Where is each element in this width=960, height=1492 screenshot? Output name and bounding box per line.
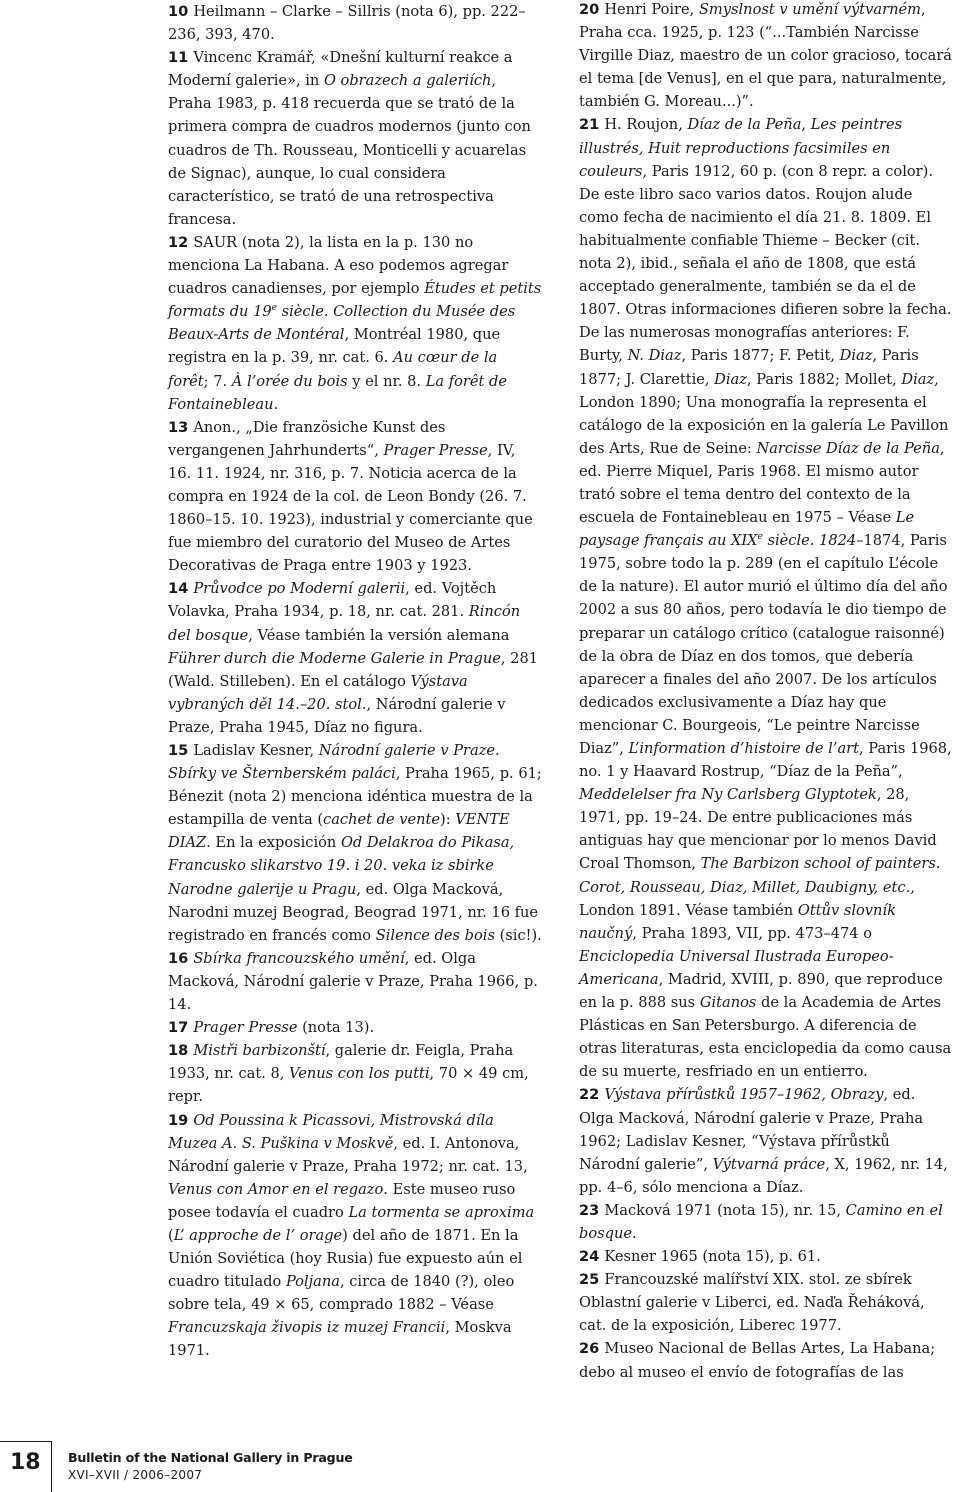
footnote-text: Výstava přírůstků 1957–1962, Obrazy, ed. Olga Macková, Národní galerie v Praze, Praha 1962; Ladislav Kesner, “Výstava přírůstků Národní galerie”, Výtvarná práce, X, 1962, nr. 14, pp. 4–6, sólo menciona a Díaz. (579, 1086, 948, 1196)
footnote-number: 20 (579, 1, 600, 18)
footnote-number: 15 (168, 742, 189, 759)
footnote-text: Průvodce po Moderní galerii, ed. Vojtěch Volavka, Praha 1934, p. 18, nr. cat. 281. Rincón del bosque, Véase también la versión alemana Führer durch die Moderne Galerie in Prague, 281 (Wald. Stilleben). En el catálogo Výstava vybraných děl 14.–20. stol., Národní galerie v Praze, Praha 1945, Díaz no figura. (168, 580, 539, 736)
page-number: 18 (10, 1450, 41, 1475)
footnote-text: Od Poussina k Picassovi, Mistrovská díla Muzea A. S. Puškina v Moskvě, ed. I. Antonova, Národní galerie v Praze, Praha 1972; nr. cat. 13, Venus con Amor en el regazo. Este museo ruso posee todavía el cuadro La tormenta se aproxima (L’ approche de l’ orage) del año de 1871. En la Unión Soviética (hoy Rusia) fue expuesto aún el cuadro titulado Poljana, circa de 1840 (?), oleo sobre tela, 49 × 65, comprado 1882 – Véase Francuzskaja živopis iz muzej Francii, Moskva 1971. (168, 1111, 535, 1360)
footnote-text: SAUR (nota 2), la lista en la p. 130 no menciona La Habana. A eso podemos agregar cuadros canadienses, por ejemplo Études et petits formats du 19e siècle. Collection du Musée des Beaux-Arts de Montéral, Montréal 1980, que registra en la p. 39, nr. cat. 6. Au cœur de la forêt; 7. À l’orée du bois y el nr. 8. La forêt de Fontainebleau. (168, 233, 542, 413)
footnotes-left-column (168, 0, 542, 1363)
journal-volume: XVI–XVII / 2006–2007 (68, 1468, 203, 1482)
footnote-text: Prager Presse (nota 13). (193, 1019, 375, 1037)
footnote-20 (579, 0, 953, 113)
footnote-number: 25 (579, 1271, 600, 1289)
footnote-12 (168, 231, 542, 416)
footnote-26 (579, 1337, 953, 1383)
footnote-14 (168, 577, 542, 739)
footnote-number: 11 (168, 49, 189, 67)
footnote-text: H. Roujon, Díaz de la Peña, Les peintres illustrés, Huit reproductions facsimiles en couleurs, Paris 1912, 60 p. (con 8 repr. a color). De este libro saco varios datos. Roujon alude como fecha de nacimiento el día 21. 8. 1809. El habitualmente confiable Thieme – Becker (cit. nota 2), ibid., señala el año de 1808, que está acceptado generalmente, también se da el de 1807. Otras informaciones difieren sobre la fecha. De las numerosas monografías anteriores: F. Burty, N. Diaz, Paris 1877; F. Petit, Diaz, Paris 1877; J. Clarettie, Diaz, Paris 1882; Mollet, Diaz, London 1890; Una monografía la representa el catálogo de la exposición en la galería Le Pavillon des Arts, Rue de Seine: Narcisse Díaz de la Peña, ed. Pierre Miquel, Paris 1968. El mismo autor trató sobre el tema dentro del contexto de la escuela de Fontainebleau en 1975 – Véase Le paysage français au XIXe siècle. 1824–1874, Paris 1975, sobre todo la p. 289 (en el capítulo L’école de la nature). El autor murió el último día del año 2002 a sus 80 años, pero todavía le dio tiempo de preparar un catálogo crítico (catalogue raisonné) de la obra de Díaz en dos tomos, que debería aparecer a finales del año 2007. De los artículos dedicados exclusivamente a Díaz hay que mencionar C. Bourgeois, “Le peintre Narcisse Diaz”, L’information d’histoire de l’art, Paris 1968, no. 1 y Haavard Rostrup, “Díaz de la Peña”, Meddelelser fra Ny Carlsberg Glyptotek, 28, 1971, pp. 19–24. De entre publicaciones más antiguas hay que mencionar por lo menos David Croal Thomson, The Barbizon school of painters. Corot, Rousseau, Diaz, Millet, Daubigny, etc., London 1891. Véase también Ottův slovník naučný, Praha 1893, VII, pp. 473–474 o Enciclopedia Universal Ilustrada Europeo-Americana, Madrid, XVIII, p. 890, que reproduce en la p. 888 sus Gitanos de la Academia de Artes Plásticas en San Petersburgo. A diferencia de otras literaturas, esta enciclopedia da como causa de su muerte, resfriado en un entierro. (579, 116, 952, 1081)
page-footer (0, 1441, 353, 1492)
footnote-text: Ladislav Kesner, Národní galerie v Praze. Sbírky ve Šternberském paláci, Praha 1965, p. 61; Bénezit (nota 2) menciona idéntica muestra de la estampilla de venta (cachet de vente): VENTE DIAZ. En la exposición Od Delakroa do Pikasa, Francusko slikarstvo 19. i 20. veka iz sbirke Narodne galerije u Pragu, ed. Olga Macková, Narodni muzej Beograd, Beograd 1971, nr. 16 fue registrado en francés como Silence des bois (sic!). (168, 742, 542, 944)
footnote-number: 22 (579, 1086, 600, 1104)
footnote-text: Vincenc Kramář, «Dnešní kulturní reakce a Moderní galerie», in O obrazech a galeriích, Praha 1983, p. 418 recuerda que se trató de la primera compra de cuadros modernos (junto con cuadros de Th. Rousseau, Monticelli y acuarelas de Signac), aunque, lo cual considera característico, se trató de una retrospectiva francesa. (168, 49, 531, 228)
footnote-text: Francouzské malířství XIX. stol. ze sbírek Oblastní galerie v Liberci, ed. Naďa Řeháková, cat. de la exposición, Liberec 1977. (579, 1271, 925, 1335)
footnote-13 (168, 416, 542, 578)
footnote-text: Kesner 1965 (nota 15), p. 61. (604, 1248, 821, 1266)
footnote-number: 23 (579, 1201, 600, 1219)
journal-title: Bulletin of the National Gallery in Prague (68, 1450, 353, 1465)
footnote-10 (168, 0, 542, 46)
footnote-25 (579, 1268, 953, 1337)
footnote-number: 24 (579, 1248, 600, 1266)
footnote-number: 17 (168, 1019, 189, 1037)
footnote-number: 16 (168, 949, 189, 967)
footnote-18 (168, 1039, 542, 1108)
footnote-11 (168, 46, 542, 231)
footnote-text: Henri Poire, Smyslnost v umění výtvarném, Praha cca. 1925, p. 123 (“...También Narcisse Virgille Diaz, maestro de un color gracioso, tocará el tema [de Venus], en el que para, naturalmente, también G. Moreau...)”. (579, 1, 952, 111)
footnote-number: 26 (579, 1340, 600, 1358)
footnote-number: 18 (168, 1042, 189, 1060)
footnote-text: Museo Nacional de Bellas Artes, La Habana; debo al museo el envío de fotografías de las (579, 1340, 936, 1381)
footnote-text: Anon., „Die französiche Kunst des vergangenen Jahrhunderts“, Prager Presse, IV, 16. 11. 1924, nr. 316, p. 7. Noticia acerca de la compra en 1924 de la col. de Leon Bondy (26. 7. 1860–15. 10. 1923), industrial y comerciante que fue miembro del curatorio del Museo de Artes Decorativas de Praga entre 1903 y 1923. (168, 418, 533, 575)
footnotes-right-column (579, 0, 953, 1384)
footnote-number: 19 (168, 1111, 189, 1129)
footnote-number: 13 (168, 418, 189, 436)
footnote-number: 12 (168, 233, 189, 251)
footnote-24 (579, 1245, 953, 1268)
footnote-21 (579, 113, 953, 1083)
footnote-number: 10 (168, 3, 189, 20)
footnote-text: Mistři barbizonští, galerie dr. Feigla, Praha 1933, nr. cat. 8, Venus con los putti, 70 × 49 cm, repr. (168, 1042, 529, 1106)
page-number-box (0, 1441, 52, 1492)
footnote-19 (168, 1109, 542, 1363)
footnote-22 (579, 1083, 953, 1198)
footnote-text: Sbírka francouzského umění, ed. Olga Macková, Národní galerie v Praze, Praha 1966, p. 14. (168, 949, 538, 1014)
footnote-text: Macková 1971 (nota 15), nr. 15, Camino en el bosque. (579, 1201, 943, 1242)
footnote-number: 21 (579, 116, 600, 134)
footnote-text: Heilmann – Clarke – Sillris (nota 6), pp. 222–236, 393, 470. (168, 3, 526, 44)
footnote-17 (168, 1016, 542, 1039)
footnote-23 (579, 1199, 953, 1245)
footnote-15 (168, 739, 542, 947)
footnote-number: 14 (168, 580, 189, 598)
footnote-16 (168, 947, 542, 1016)
